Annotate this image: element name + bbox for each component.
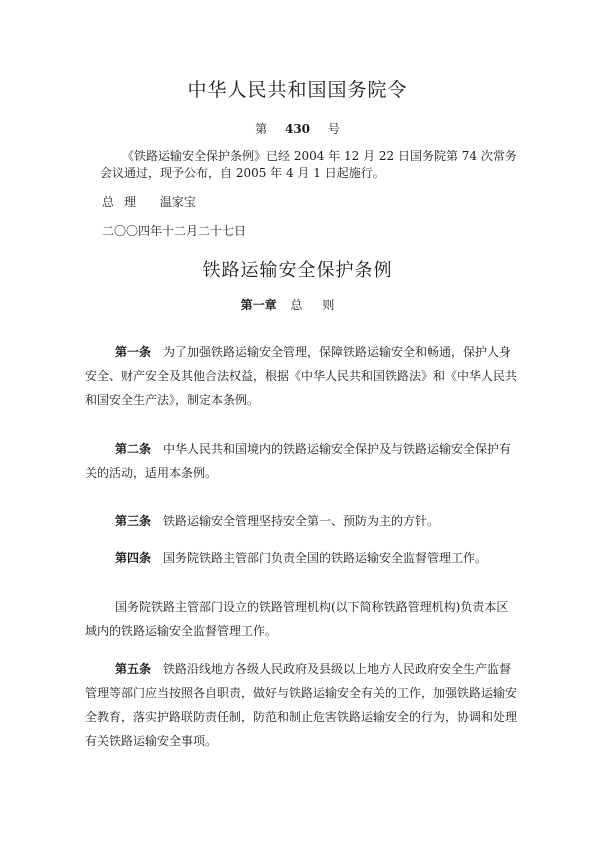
article-5 <box>85 657 520 753</box>
decree-number <box>0 120 595 137</box>
article-text: 铁路运输安全管理坚持安全第一、预防为主的方针。 <box>163 514 440 528</box>
signatory-title: 总理 <box>102 195 147 209</box>
decree-number-prefix: 第 <box>255 122 268 136</box>
signatory <box>102 193 196 210</box>
decree-number-suffix: 号 <box>327 122 340 136</box>
article-label: 第一条 <box>115 345 152 359</box>
article-label: 第五条 <box>115 662 152 676</box>
article-3 <box>85 509 520 533</box>
article-4-paragraph-2 <box>85 595 520 643</box>
article-label: 第三条 <box>115 514 152 528</box>
signatory-name: 温家宝 <box>159 195 196 209</box>
decree-title: 中华人民共和国国务院令 <box>187 79 408 101</box>
article-2 <box>85 437 520 485</box>
article-text: 中华人民共和国境内的铁路运输安全保护及与铁路运输安全保护有关的活动，适用本条例。 <box>85 442 512 480</box>
article-text: 铁路沿线地方各级人民政府及县级以上地方人民政府安全生产监督管理等部门应当按照各自职责，做好与铁路运输安全有关的工作，加强铁路运输安全教育，落实护路联防责任制，防范和制止危害铁路运输安全的行为，协调和处理有关铁路运输安全事项。 <box>85 662 518 748</box>
regulation-title: 铁路运输安全保护条例 <box>202 260 393 281</box>
article-label: 第二条 <box>115 442 152 456</box>
article-text: 为了加强铁路运输安全管理，保障铁路运输安全和畅通，保护人身安全、财产安全及其他合法权益，根据《中华人民共和国铁路法》和《中华人民共和国安全生产法》，制定本条例。 <box>85 345 518 407</box>
article-text: 国务院铁路主管部门设立的铁路管理机构(以下简称铁路管理机构)负责本区域内的铁路运输安全监督管理工作。 <box>85 600 509 638</box>
article-4 <box>85 546 520 570</box>
decree-date: 二〇〇四年十二月二十七日 <box>102 224 247 238</box>
article-label: 第四条 <box>115 551 152 565</box>
decree-number-value: 430 <box>284 122 311 136</box>
chapter-number: 第一章 <box>240 298 277 312</box>
article-1 <box>85 340 520 412</box>
chapter-title: 总则 <box>290 298 355 312</box>
chapter-heading <box>0 296 595 313</box>
article-text: 国务院铁路主管部门负责全国的铁路运输安全监督管理工作。 <box>163 551 488 565</box>
decree-body: 《铁路运输安全保护条例》已经 2004 年 12 月 22 日国务院第 74 次常务会议通过，现予公布，自 2005 年 4 月 1 日起施行。 <box>100 149 517 180</box>
